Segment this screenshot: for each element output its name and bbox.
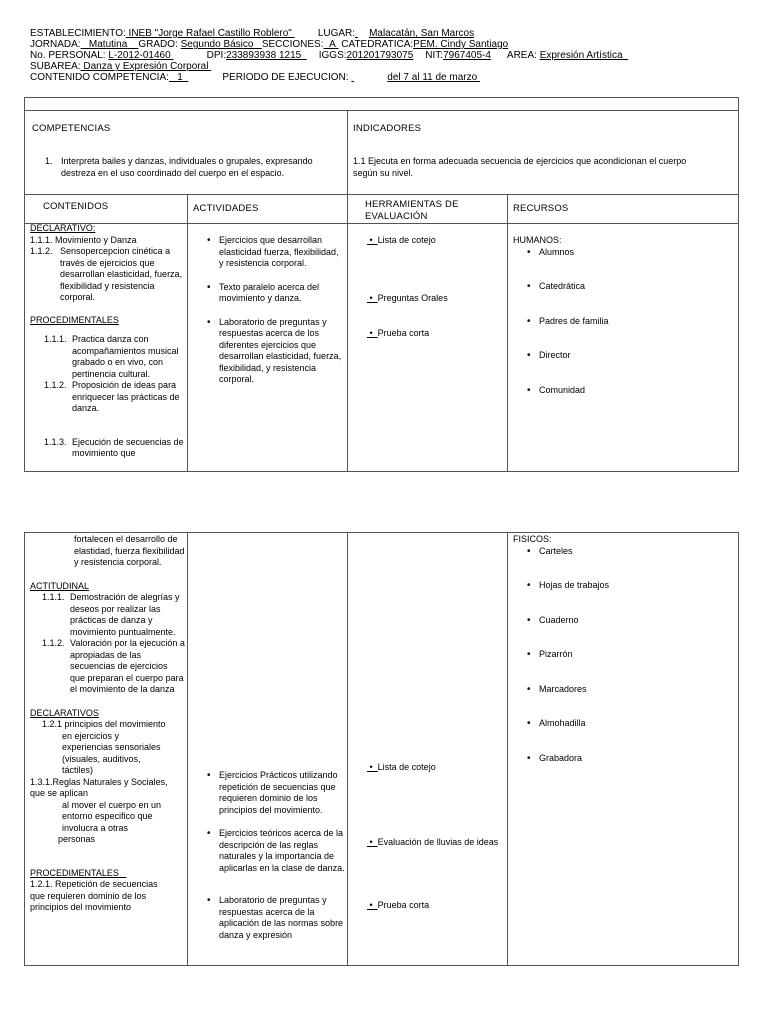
periodo-value: del 7 al 11 de marzo [387, 72, 478, 83]
col-herramientas: HERRAMIENTAS DE EVALUACIÓN [365, 199, 459, 222]
competencia-item [45, 156, 343, 179]
catedratica-value: PEM. Cindy Santiago [413, 39, 509, 50]
decl-1-3-1-detail: al mover el cuerpo en un entorno especifico que involucra a otras [62, 799, 162, 833]
activity-2-2: • Ejercicios teóricos acerca de la descripción de las reglas naturales y la importancia de aplicarlas en la clase de danza. [205, 828, 345, 874]
contenido-value: 1 [177, 72, 183, 83]
dpi-label: DPI: [206, 50, 227, 61]
proc-1-2-1: 1.2.1. Repetición de secuencias que requieren dominio de los principios del movimiento [30, 879, 158, 912]
competencias-title: COMPETENCIAS [32, 123, 111, 134]
tool-1: • Lista de cotejo [367, 235, 436, 245]
secciones-value: A [329, 39, 336, 50]
resource-director: • Director [525, 350, 733, 362]
procedimentales-heading-2: PROCEDIMENTALES [30, 867, 119, 878]
actividades-cell-2 [205, 770, 345, 941]
subarea-label: SUBAREA: [30, 61, 81, 72]
tool-3: • Prueba corta [367, 328, 430, 338]
col-actividades: ACTIVIDADES [193, 203, 259, 214]
resource-catedratica: • Catedrática [525, 281, 733, 293]
iggs-value: 201201793075 [346, 50, 414, 61]
indicadores-title: INDICADORES [353, 123, 422, 134]
resource-padres: • Padres de familia [525, 316, 733, 328]
actividades-cell [205, 235, 345, 386]
activity-2-1: • Ejercicios Prácticos utilizando repetición de secuencias que requieren dominio de los principios del movimiento. [205, 770, 345, 816]
declarativos-heading: DECLARATIVOS [30, 707, 99, 718]
personal-value: L-2012-01460 [108, 50, 171, 61]
area-label: AREA: [506, 50, 537, 61]
header-line-2 [30, 39, 730, 50]
activity-2: • Texto paralelo acerca del movimiento y danza. [205, 282, 345, 305]
tool-2-3: • Prueba corta [367, 900, 430, 910]
actitudinal-heading: ACTITUDINAL [30, 580, 90, 591]
resource-pizarron: • Pizarrón [525, 649, 733, 661]
resource-almohadilla: • Almohadilla [525, 718, 733, 730]
resource-marcadores: • Marcadores [525, 684, 733, 696]
fisicos-heading: FISICOS: [513, 534, 552, 544]
resource-comunidad: • Comunidad [525, 385, 733, 397]
nit-label: NIT: [425, 50, 444, 61]
subarea-value: Danza y Expresión Corporal [80, 61, 209, 72]
personal-label: No. PERSONAL: [30, 50, 106, 61]
col-recursos: RECURSOS [513, 203, 569, 214]
header-line-4 [30, 61, 730, 72]
content-1-1-1: 1.1.1. Movimiento y Danza [30, 234, 137, 245]
recursos-cell [513, 235, 733, 396]
herramientas-cell [367, 235, 503, 340]
competencia-text: Interpreta bailes y danzas, individuales o grupales, expresando destreza en el uso coordinado del cuerpo en el espacio. [61, 156, 313, 178]
periodo-label: PERIODO DE EJECUCION: [222, 72, 349, 83]
recursos-cell-2 [513, 534, 733, 764]
proc-1-1-3: 1.1.3. Ejecución de secuencias de movimiento que [44, 436, 184, 458]
document-header [30, 28, 730, 83]
actitud-1-1-1: 1.1.1. Demostración de alegrías y deseos por realizar las prácticas de danza y movimiento puntualmente. [42, 592, 180, 637]
catedratica-label: CATEDRATICA: [341, 39, 414, 50]
dpi-value: 233893938 1215 [226, 50, 302, 61]
iggs-label: IGGS: [318, 50, 347, 61]
decl-1-3-1-end: personas [58, 834, 96, 844]
col-contenidos: CONTENIDOS [43, 201, 109, 212]
resource-grabadora: • Grabadora [525, 753, 733, 765]
grado-label: GRADO: [138, 39, 178, 50]
declarativo-heading: DECLARATIVO: [30, 223, 96, 233]
herramientas-cell-2 [367, 762, 503, 912]
lugar-value: Malacatán, San Marcos [369, 28, 475, 39]
resource-cuaderno: • Cuaderno [525, 615, 733, 627]
actitud-1-1-2: 1.1.2. Valoración por la ejecución a apropiadas de las secuencias de ejercicios que preparan el cuerpo para el movimiento de la danza [42, 638, 185, 694]
contenidos-cell [30, 223, 185, 460]
proc-1-1-3-continued: fortalecen el desarrollo de elastidad, fuerza flexibilidad y resistencia corporal. [74, 534, 185, 567]
activity-1: • Ejercicios que desarrollan elasticidad fuerza, flexibilidad, y resistencia corporal. [205, 235, 345, 270]
decl-1-3-1: 1.3.1.Reglas Naturales y Sociales, que se aplican [30, 776, 168, 798]
nit-value: 7967405-4 [443, 50, 491, 61]
secciones-label: SECCIONES: [261, 39, 324, 50]
jornada-label: JORNADA: [30, 39, 81, 50]
proc-1-1-1: 1.1.1. Practica danza con acompañamientos musical grabado o en vivo, con pertinencia cultural. [44, 334, 179, 379]
establecimiento-value: INEB "Jorge Rafael Castillo Roblero" [125, 28, 292, 39]
competencia-num: 1. [45, 156, 53, 166]
humanos-heading: HUMANOS: [513, 235, 562, 245]
grado-value: Segundo Básico [180, 39, 254, 50]
area-value: Expresión Artística [539, 50, 623, 61]
resource-carteles: • Carteles [525, 546, 733, 558]
jornada-value: Matutina [88, 39, 128, 50]
proc-1-1-2: 1.1.2. Proposición de ideas para enriquecer las prácticas de danza. [44, 380, 180, 413]
lugar-label: LUGAR: [317, 28, 356, 39]
content-1-1-2: 1.1.2. Sensopercepcion cinética a través de ejercicios que desarrollan elasticidad, fuerza, flexibilidad y resistencia corporal. [30, 246, 183, 302]
resource-alumnos: • Alumnos [525, 247, 733, 259]
contenidos-cell-2 [30, 534, 185, 914]
header-line-1 [30, 28, 730, 39]
header-line-3 [30, 50, 730, 61]
decl-1-2-1-detail: en ejercicios y experiencias sensoriales (visuales, auditivos, táctiles) [62, 730, 161, 775]
tool-2-1: • Lista de cotejo [367, 762, 436, 772]
establecimiento-label: ESTABLECIMIENTO: [30, 28, 126, 39]
decl-1-2-1: 1.2.1 principios del movimiento [42, 719, 166, 729]
activity-3: • Laboratorio de preguntas y respuestas acerca de los diferentes ejercicios que desarrollan elasticidad, fuerza, flexibilidad, y resistencia corporal. [205, 317, 345, 386]
header-line-5 [30, 72, 730, 83]
indicador-text: 1.1 Ejecuta en forma adecuada secuencia de ejercicios que acondicionan el cuerpo según su nivel. [353, 156, 687, 178]
activity-2-3: • Laboratorio de preguntas y respuestas acerca de la aplicación de las normas sobre danza y expresión [205, 895, 345, 941]
contenido-label: CONTENIDO COMPETENCIA: [30, 72, 169, 83]
resource-hojas: • Hojas de trabajos [525, 580, 733, 592]
planning-table-page-1 [24, 97, 739, 472]
tool-2: • Preguntas Orales [367, 292, 448, 303]
tool-2-2: • Evaluación de lluvias de ideas [367, 836, 499, 847]
procedimentales-heading: PROCEDIMENTALES [30, 314, 119, 325]
planning-table-page-2 [24, 532, 739, 966]
